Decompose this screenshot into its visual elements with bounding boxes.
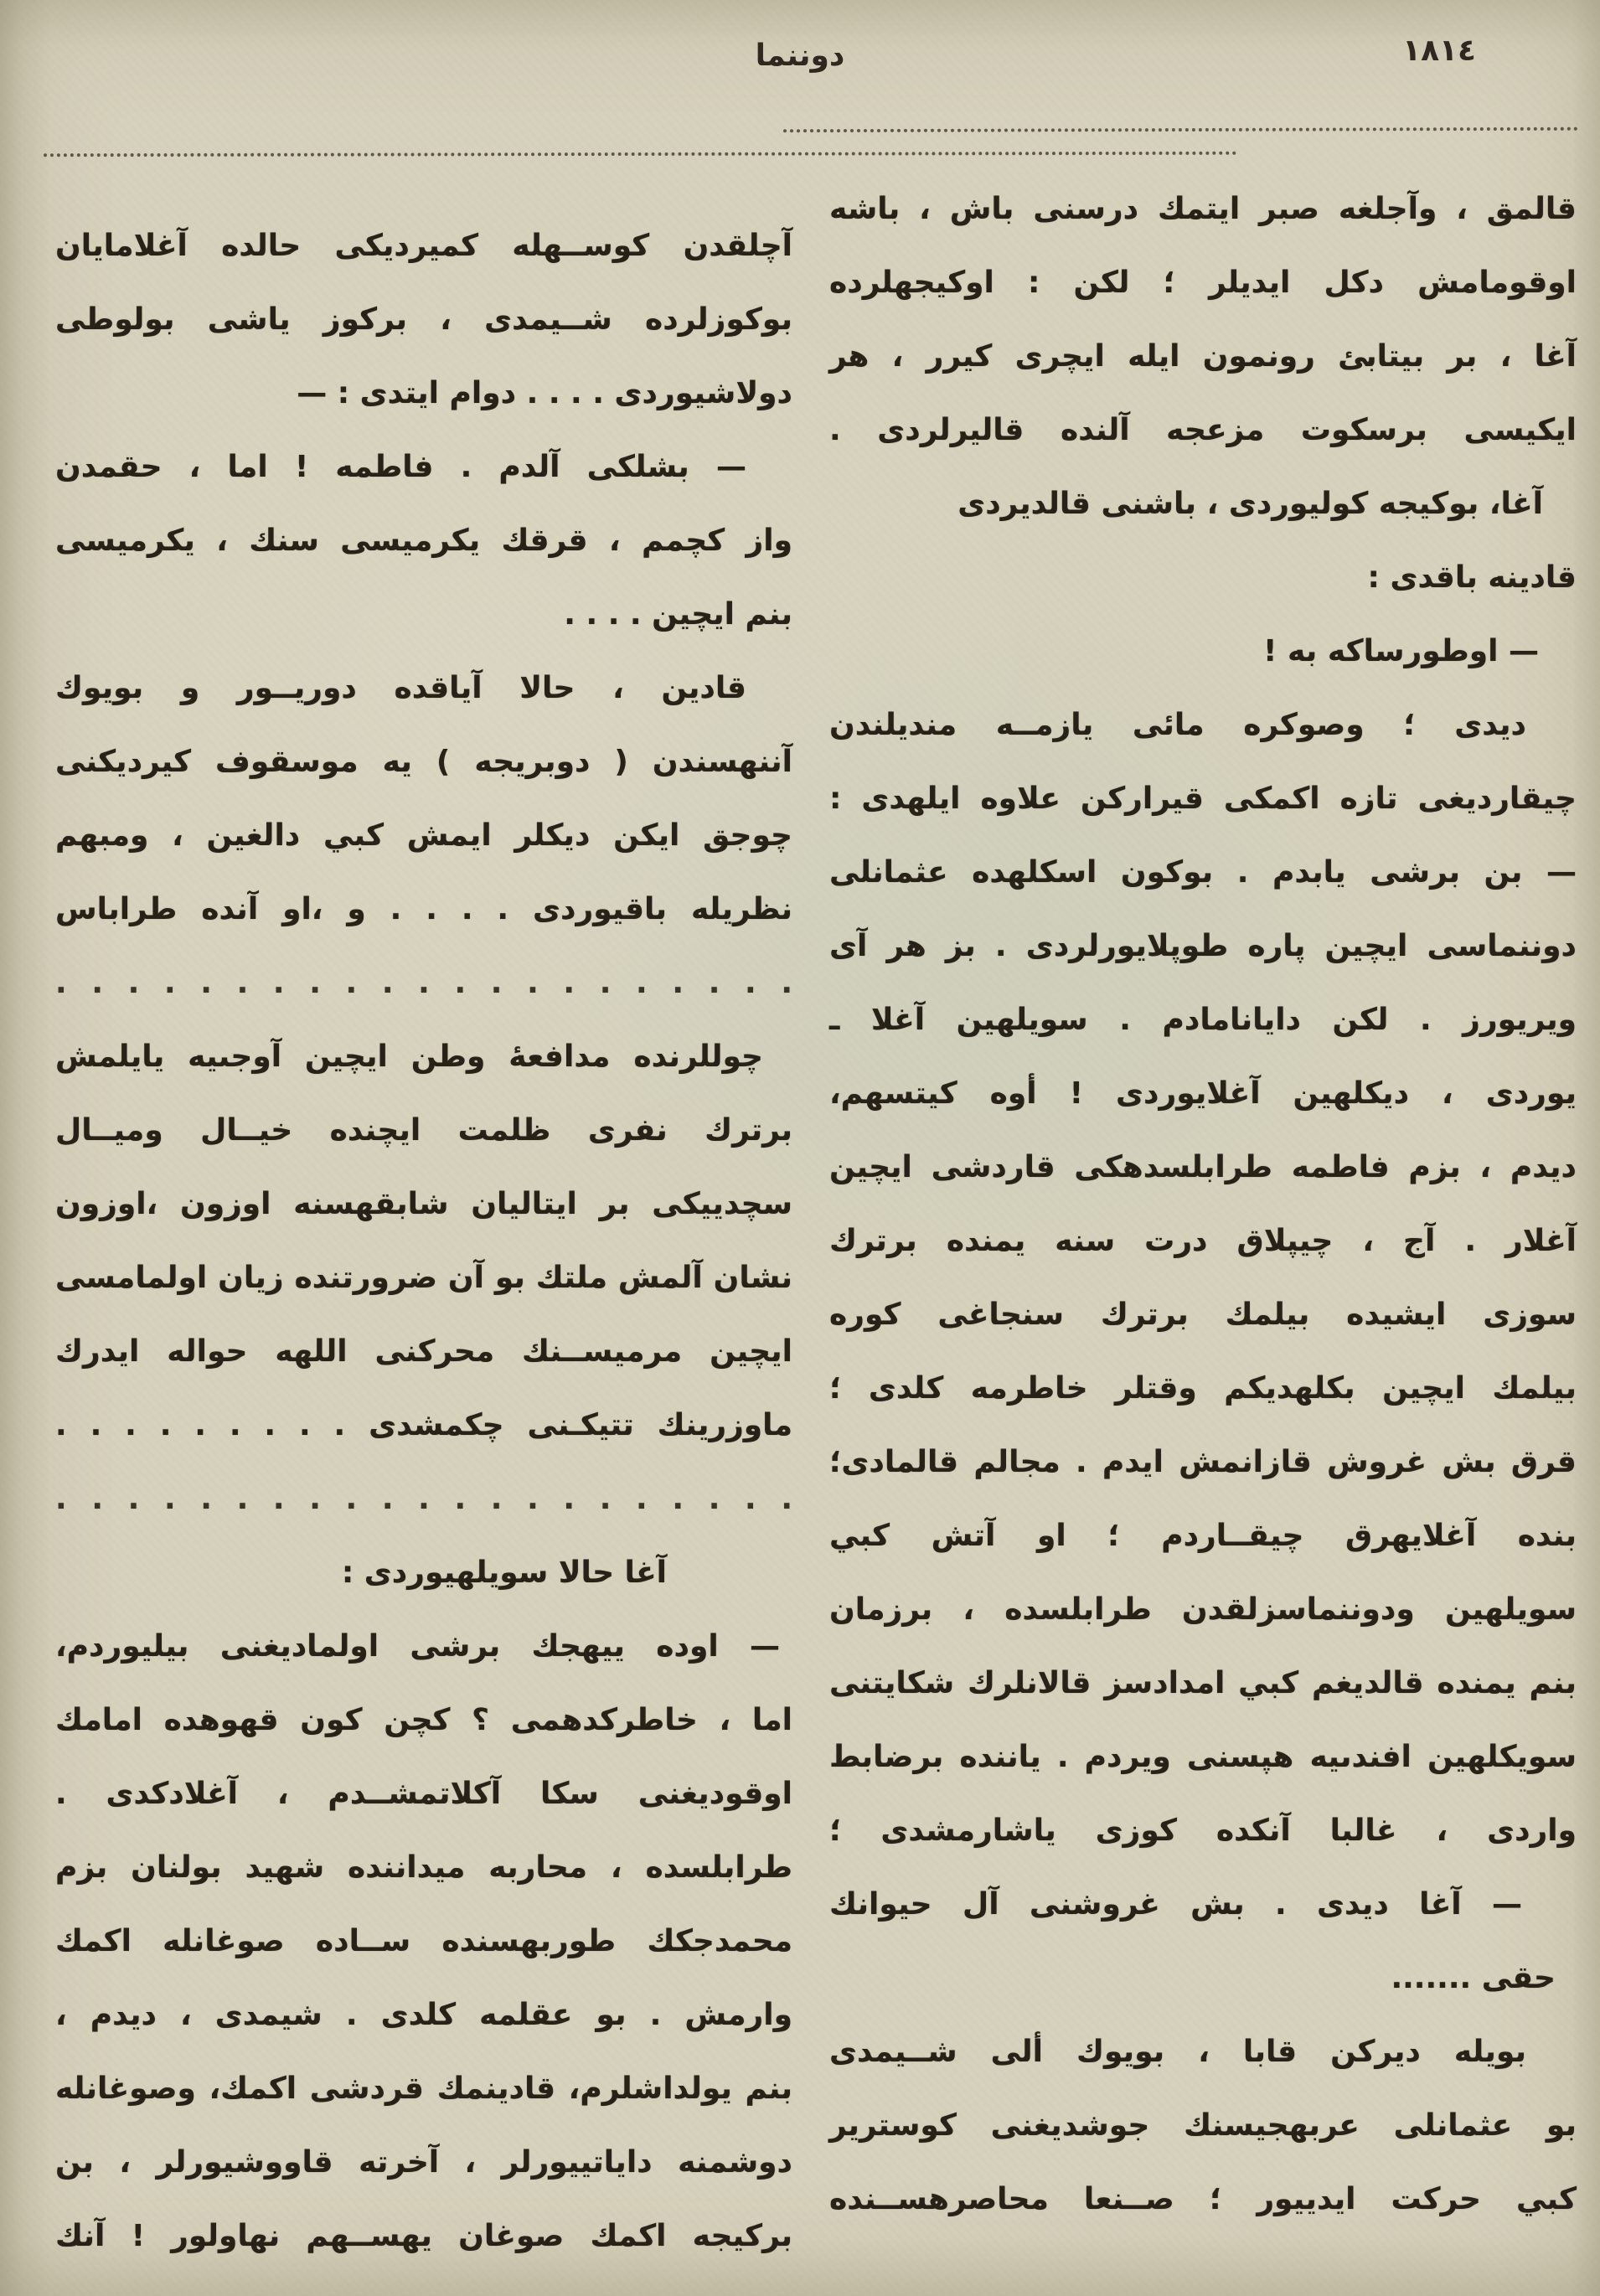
dotted-rule-right bbox=[783, 127, 1578, 132]
text-line: سوزى ايشيده بيلمك برترك سنجاغى كوره bbox=[829, 1298, 1577, 1332]
text-line: بيلمك ايچين بكلهديكم وقتلر خاطرمه كلدى ؛ bbox=[829, 1371, 1577, 1406]
text-line: آچلقدن كوســهله كميرديكى حالده آغلامايان bbox=[55, 229, 792, 263]
text-line: قالمق ، وآجلغه صبر ايتمك درسنى باش ، باشه bbox=[829, 192, 1577, 226]
text-line: . . . . . . . . . . . . . . . . . . . . . bbox=[55, 1482, 792, 1516]
text-line: حقى ....... bbox=[1391, 1961, 1556, 1995]
text-column-left bbox=[55, 209, 792, 2273]
text-line: بنده آغلايهرق چيقــاردم ؛ او آتش كبي bbox=[829, 1519, 1577, 1553]
text-line: يوردى ، ديكلهين آغلايوردى ! أوه كيتسهم، bbox=[829, 1076, 1577, 1111]
text-line: طرابلسده ، محاربه ميداننده شهيد بولنان بزم bbox=[55, 1850, 792, 1885]
text-line: — اوطورساكه به ! bbox=[1263, 634, 1539, 668]
text-line: چوجق ايكن ديكلر ايمش كبي دالغين ، ومبهم bbox=[55, 818, 792, 853]
text-line: اوقوديغنى سكا آكلاتمشــدم ، آغلادكدى . bbox=[55, 1777, 792, 1811]
text-line: چوللرنده مدافعهٔ وطن ايچين آوجىيه يايلمش bbox=[55, 1040, 763, 1074]
text-line: آغا ، بر بيتابئ رونمون ايله ايچرى كيرر ، هر bbox=[829, 339, 1577, 374]
text-line: ديدى ؛ وصوكره مائى يازمــه منديلندن bbox=[829, 708, 1526, 742]
text-line: سويلهين ودوننماسزلقدن طرابلسده ، برزمان bbox=[829, 1592, 1577, 1627]
text-line: محمدجكك طوربهسنده ســاده صوغانله اكمك bbox=[55, 1924, 792, 1958]
running-title: دوننما bbox=[755, 39, 845, 73]
text-line: ايكيسى برسكوت مزعجه آلنده قاليرلردى . bbox=[829, 413, 1577, 447]
dotted-rule-left bbox=[44, 152, 1237, 157]
text-line: بو عثمانلى عربهجيسنك جوشديغنى كوسترير bbox=[829, 2108, 1577, 2143]
text-body bbox=[0, 164, 1600, 2273]
text-line: نشان آلمش ملتك بو آن ضرورتنده زيان اولمامسى bbox=[55, 1261, 792, 1295]
text-line: نظريله باقيوردى . . . . و ،او آنده طراباس bbox=[55, 892, 792, 926]
text-line: آغلار . آج ، چيپلاق درت سنه يمنده برترك bbox=[829, 1224, 1577, 1258]
text-line: ايچين مرميســنك محركنى اللهه حواله ايدرك bbox=[55, 1334, 792, 1369]
text-line: اوقومامش دكل ايديلر ؛ لكن : اوكيجهلرده bbox=[829, 266, 1577, 300]
text-line: بركيجه اكمك صوغان يهســهم نهاولور ! آنك bbox=[55, 2219, 792, 2253]
text-line: ديدم ، بزم فاطمه طرابلسدهكى قاردشى ايچين bbox=[829, 1150, 1577, 1184]
text-line: . . . . . . . . . . . . . . . . . . . . . bbox=[55, 966, 792, 1000]
text-line: آغا حالا سويلهيوردى : bbox=[341, 1556, 667, 1590]
text-line: ماوزرينك تتيكـنى چكمشدى . . . . . . . . . bbox=[55, 1408, 792, 1442]
text-line: سويكلهين افندىيه هپسنى ويردم . ياننده برضابط bbox=[829, 1740, 1577, 1774]
text-line: واز كچمم ، قرقك يكرميسى سنك ، يكرميسى bbox=[55, 524, 792, 558]
text-line: دوننماسى ايچين پاره طوپلايورلردى . بز هر آى bbox=[829, 929, 1577, 963]
text-column-right bbox=[829, 173, 1577, 2273]
text-line: قادين ، حالا آياقده دوريــور و بويوك bbox=[55, 671, 746, 705]
text-line: واردى ، غالبا آنكده كوزى ياشارمشدى ؛ bbox=[829, 1814, 1577, 1848]
text-line: دوشمنه داياتييورلر ، آخرته قاووشيورلر ، بن bbox=[55, 2145, 792, 2180]
text-line: بنم ايچين . . . . bbox=[564, 597, 792, 632]
text-line: — بشلكى آلدم . فاطمه ! اما ، حقمدن bbox=[55, 450, 746, 484]
text-line: اما ، خاطركدهمى ؟ كچن كون قهوهده امامك bbox=[55, 1703, 792, 1737]
text-line: بنم يولداشلرم، قادينمك قردشى اكمك، وصوغانله bbox=[55, 2072, 792, 2106]
text-line: — آغا ديدى . بش غروشنى آل حيوانك bbox=[829, 1887, 1522, 1922]
text-line: قرق بش غروش قازانمش ايدم . مجالم قالمادى؛ bbox=[829, 1445, 1577, 1479]
text-line: بنم يمنده قالديغم كبي امدادسز قالانلرك شكايتنى bbox=[829, 1666, 1577, 1700]
text-line: ويريورز . لكن دايانامادم . سويلهين آغلا ـ bbox=[829, 1003, 1577, 1037]
text-line: — بن برشى يابدم . بوكون اسكلهده عثمانلى bbox=[829, 855, 1577, 890]
text-line: — اوده ييهجك برشى اولماديغنى بيليوردم، bbox=[55, 1629, 780, 1664]
text-line: آغا، بوكيجه كوليوردى ، باشنى قالديردى bbox=[957, 487, 1543, 521]
text-line: برترك نفرى ظلمت ايچنده خيــال وميــال bbox=[55, 1113, 792, 1148]
page-header bbox=[0, 0, 1600, 164]
text-line: كبي حركت ايدييور ؛ صــنعا محاصرهســنده bbox=[829, 2182, 1577, 2216]
page-number: ١٨١٤ bbox=[1402, 34, 1476, 68]
text-line: چيقارديغى تازه اكمكى قيراركن علاوه ايلهدى : bbox=[829, 782, 1577, 816]
text-line: آننهسندن ( دوبريجه ) يه موسقوف كيرديكنى bbox=[55, 745, 792, 779]
text-line: بوكوزلرده شــيمدى ، بركوز ياشى بولوطى bbox=[55, 302, 792, 337]
text-line: دولاشيوردى . . . . دوام ايتدى : — bbox=[297, 376, 792, 410]
text-line: وارمش . بو عقلمه كلدى . شيمدى ، ديدم ، bbox=[55, 1998, 792, 2032]
text-line: بويله ديركن قابا ، بويوك ألى شــيمدى bbox=[829, 2035, 1526, 2069]
text-line: سچدييكى بر ايتاليان شابقهسنه اوزون ،اوزون bbox=[55, 1187, 792, 1221]
text-line: قادينه باقدى : bbox=[1367, 560, 1577, 595]
